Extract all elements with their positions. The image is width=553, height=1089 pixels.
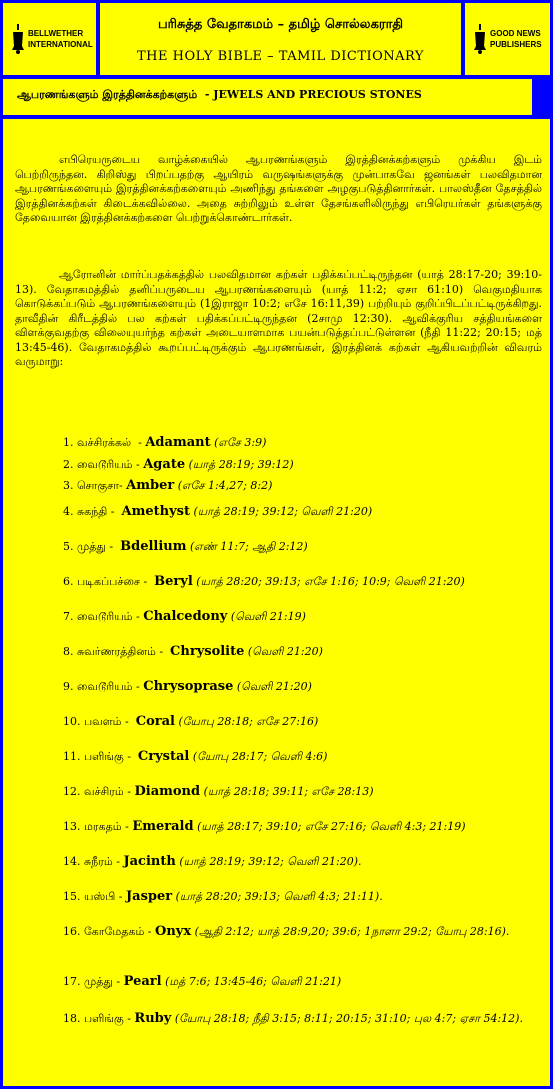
intro-paragraph-2 [15,268,542,370]
item-ref: (மத் 7:6; 13:45-46; வெளி 21:21) [165,975,342,988]
bell-icon [473,24,487,54]
item-english: Pearl [123,974,162,989]
item-ref: (யாத் 28:19; 39:12) [188,458,294,471]
item-num: 8. [63,645,74,658]
item-english: Chrysoprase [143,679,234,694]
item-ref: (யோபு 28:18; எசே 27:16) [178,715,319,728]
item-tamil: முத்து [77,540,106,553]
item-tamil: வைடூரியம் [77,680,133,693]
item-num: 10. [63,715,81,728]
list-item: 8. சுவர்ணரத்தினம் - Chrysolite (வெளி 21:20) [63,644,323,659]
item-tamil: பளிங்கு [84,750,124,763]
item-english: Amber [126,478,175,493]
item-num: 1. [63,436,74,449]
item-num: 14. [63,855,81,868]
item-ref: (யாத் 28:17; 39:10; எசே 27:16; வெளி 4:3; 21:19) [197,820,466,833]
item-tamil: மரகதம் [84,820,122,833]
item-english: Agate [143,457,186,472]
item-tamil: பளிங்கு [84,1012,124,1025]
section-heading-english: - JEWELS AND PRECIOUS STONES [204,88,422,101]
list-item: 12. வச்சிரம் - Diamond (யாத் 28:18; 39:11; எசே 28:13) [63,784,374,799]
list-item: 17. முத்து - Pearl (மத் 7:6; 13:45-46; வெளி 21:21) [63,974,342,989]
item-tamil: வைடூரியம் [77,610,133,623]
item-ref: (வெளி 21:20) [236,680,312,693]
item-tamil: பவளம் [84,715,122,728]
item-english: Diamond [134,784,201,799]
item-tamil: சொகுசா- [77,479,123,492]
item-english: Amethyst [121,504,190,519]
item-1: ஆரோனின் மார்ப்பதக்கத்தில் பலவிதமான கற்கள் பதிக்கப்பட்டிருந்தன (யாத் 28:17-20; 39:10-13). வேதாகமத்தில் தனிப்பருடைய ஆபரணங்களையும் (யாத் 11:2; ஏசா 61:10) வெகுமதியாக கொடுக்கப்படும் ஆபரணங்களையும் (1இராஜா 10:2; எசே 16:11,39) பற்றியும் குறிப்பிடப்பட்டிருக்கிறது. தாவீதின் கிரீடத்தில் பல கற்கள் பதிக்கப்பட்டிருந்தன (2சாமு 12:30). ஆவிக்குரிய சத்தியங்களை விளக்குவதற்கு விலையுயர்ந்த கற்கள் அடையாளமாக பயன்படுத்தப்பட்டுள்ளன (நீதி 11:22; 20:15; மத் 13:45-46). வேதாகமத்தில் கூறப்பட்டிருக்கும் ஆபரணங்கள், இரத்தினக் கற்கள் ஆகியவற்றின் விவரம் வருமாறு: [15,268,542,368]
item-num: 15. [63,890,81,903]
item-ref: (யாத் 28:18; 39:11; எசே 28:13) [203,785,374,798]
item-english: Jacinth [123,854,176,869]
item-tamil: சுகந்தி [77,505,108,518]
list-item: 13. மரகதம் - Emerald (யாத் 28:17; 39:10; எசே 27:16; வெளி 4:3; 21:19) [63,819,466,834]
item-ref: (யோபு 28:18; நீதி 3:15; 8:11; 20:15; 31:10; புல 4:7; ஏசா 54:12). [174,1012,523,1025]
section-heading-bar [3,79,532,115]
item-ref: (வெளி 21:19) [230,610,306,623]
list-item: 10. பவளம் - Coral (யோபு 28:18; எசே 27:16) [63,714,319,729]
item-num: 9. [63,680,74,693]
list-item: 7. வைடூரியம் - Chalcedony (வெளி 21:19) [63,609,306,624]
list-item: 6. படிகப்பச்சை - Beryl (யாத் 28:20; 39:13; எசே 1:16; 10:9; வெளி 21:20) [63,574,465,589]
intro-paragraph-1 [15,153,542,226]
item-tamil: வச்சிரக்கல் [77,436,132,449]
item-num: 12. [63,785,81,798]
good-news-logo [473,24,542,54]
right-logo-panel [465,3,550,75]
list-item: 1. வச்சிரக்கல் - Adamant (எசே 3:9) [63,435,267,450]
item-ref: (யோபு 28:17; வெளி 4:6) [192,750,328,763]
item-ref: (எண் 11:7; ஆதி 2:12) [190,540,308,553]
item-english: Adamant [145,435,211,450]
item-num: 5. [63,540,74,553]
item-ref: (யாத் 28:20; 39:13; எசே 1:16; 10:9; வெளி 21:20) [196,575,465,588]
item-english: Emerald [132,819,194,834]
item-english: Jasper [126,889,173,904]
item-english: Beryl [154,574,193,589]
item-tamil: சுநீரம் [84,855,113,868]
left-logo-text: BELLWETHER INTERNATIONAL [28,29,93,49]
item-tamil: முத்து [84,975,113,988]
item-num: 3. [63,479,74,492]
item-num: 16. [63,925,81,938]
item-num: 17. [63,975,81,988]
item-tamil: வச்சிரம் [84,785,124,798]
list-item: 9. வைடூரியம் - Chrysoprase (வெளி 21:20) [63,679,312,694]
item-ref: (எசே 1:4,27; 8:2) [177,479,273,492]
list-item: 18. பளிங்கு - Ruby (யோபு 28:18; நீதி 3:15; 8:11; 20:15; 31:10; புல 4:7; ஏசா 54:12). [63,1011,523,1026]
item-num: 2. [63,458,74,471]
list-item: 5. முத்து - Bdellium (எண் 11:7; ஆதி 2:12) [63,539,308,554]
bell-icon [11,24,25,54]
item-english: Bdellium [120,539,187,554]
left-logo-panel [3,3,96,75]
item-english: Onyx [155,924,192,939]
list-item: 16. கோமேதகம் - Onyx (ஆதி 2:12; யாத் 28:9,20; 39:6; 1நாளா 29:2; யோபு 28:16). [63,924,510,939]
title-panel [100,3,461,75]
item-tamil: சுவர்ணரத்தினம் [77,645,156,658]
item-tamil: யஸ்பி [84,890,116,903]
right-logo-text: GOOD NEWS PUBLISHERS [490,29,542,49]
item-tamil: வைடூரியம் [77,458,133,471]
item-tamil: கோமேதகம் [84,925,145,938]
list-item: 11. பளிங்கு - Crystal (யோபு 28:17; வெளி 4:6) [63,749,328,764]
item-tamil: படிகப்பச்சை [77,575,140,588]
list-item: 15. யஸ்பி - Jasper (யாத் 28:20; 39:13; வெளி 4:3; 21:11). [63,889,383,904]
item-num: 13. [63,820,81,833]
item-num: 6. [63,575,74,588]
item-num: 18. [63,1012,81,1025]
list-item [63,478,541,493]
item-ref: (யாத் 28:19; 39:12; வெளி 21:20) [193,505,373,518]
item-num: 7. [63,610,74,623]
section-heading [3,79,532,103]
item-num: 11. [63,750,81,763]
bellwether-logo [11,24,93,54]
page-title-english: THE HOLY BIBLE – TAMIL DICTIONARY [136,49,425,64]
item-ref: (வெளி 21:20) [247,645,323,658]
item-ref: (யாத் 28:19; 39:12; வெளி 21:20). [179,855,362,868]
item-0: எபிரெயருடைய வாழ்க்கையில் ஆபரணங்களும் இரத்தினக்கற்களும் முக்கிய இடம் பெற்றிருந்தன. கிறிஸ்து பிறப்பதற்கு ஆயிரம் வருஷங்களுக்கு முன்பாகவே ஜனங்கள் பலவிதமான ஆபரணங்களையும் இரத்தினக்கற்களையும் அணிந்து தங்களை அழகுபடுத்தினார்கள். பாலஸ்தீன தேசத்தில் இரத்தினக்கற்கள் கிடைக்கவில்லை. அதை சுற்றிலும் உள்ள தேசங்களிலிருந்து எபிரெயர்கள் தங்களுக்கு தேவையான இரத்தினக்கற்களை பெற்றுக்கொண்டார்கள். [15,153,542,224]
item-ref: (எசே 3:9) [214,436,267,449]
list-item: 14. சுநீரம் - Jacinth (யாத் 28:19; 39:12; வெளி 21:20). [63,854,362,869]
main-content [3,119,550,1086]
item-english: Coral [135,714,175,729]
item-english: Crystal [137,749,190,764]
section-heading-tamil: ஆபரணங்களும் இரத்தினக்கற்களும் [17,88,198,101]
item-english: Chalcedony [143,609,228,624]
list-item: 4. சுகந்தி - Amethyst (யாத் 28:19; 39:12; வெளி 21:20) [63,504,373,519]
item-ref: (யாத் 28:20; 39:13; வெளி 4:3; 21:11). [175,890,383,903]
page-title-tamil: பரிசுத்த வேதாகமம் – தமிழ் சொல்லகராதி [157,17,404,32]
item-num: 4. [63,505,74,518]
item-ref: (ஆதி 2:12; யாத் 28:9,20; 39:6; 1நாளா 29:2; யோபு 28:16). [194,925,510,938]
item-english: Chrysolite [170,644,245,659]
item-english: Ruby [134,1011,172,1026]
list-item: 2. வைடூரியம் - Agate (யாத் 28:19; 39:12) [63,457,294,472]
